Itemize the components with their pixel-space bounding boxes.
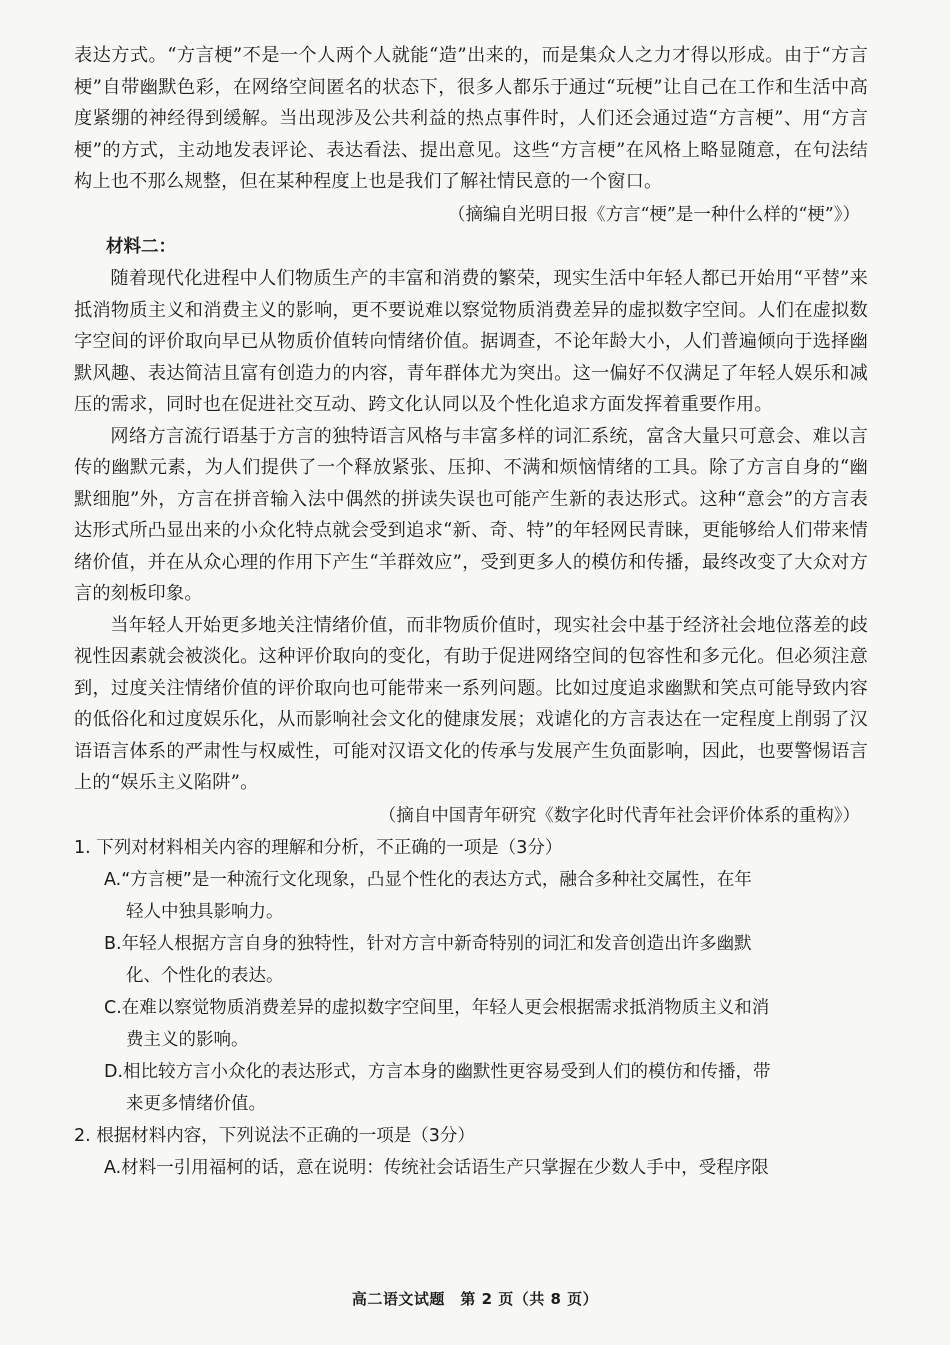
material-two-heading: 材料二： [106, 237, 176, 257]
option-text-continued: 费主义的影响。 [126, 1030, 249, 1050]
option-text-continued: 化、个性化的表达。 [126, 966, 284, 986]
option-letter: C. [104, 998, 122, 1018]
material-one-paragraph: 表达方式。“方言梗”不是一个人两个人就能“造”出来的，而是集众人之力才得以形成。由于“方言梗”自带幽默色彩，在网络空间匿名的状态下，很多人都乐于通过“玩梗”让自己在工作和生活中高度紧绷的神经得到缓解。当出现涉及公共利益的热点事件时，人们还会通过造“方言梗”、用“方言梗”的方式，主动地发表评论、表达看法、提出意见。这些“方言梗”在风格上略显随意，在句法结构上也不那么规整，但在某种程度上也是我们了解社情民意的一个窗口。 [74, 45, 868, 192]
material-two-source: （摘自中国青年研究《数字化时代青年社会评价体系的重构》） [378, 805, 860, 826]
option-letter: D. [104, 1062, 124, 1082]
option-text: 相比较方言小众化的表达形式，方言本身的幽默性更容易受到人们的模仿和传播，带 [123, 1062, 771, 1082]
material-two-paragraph-2: 网络方言流行语基于方言的独特语言风格与丰富多样的词汇系统，富含大量只可意会、难以言传的幽默元素，为人们提供了一个释放紧张、压抑、不满和烦恼情绪的工具。除了方言自身的“幽默细胞”外，方言在拼音输入法中偶然的拼读失误也可能产生新的表达形式。这种“意会”的方言表达形式所凸显出来的小众化特点就会受到追求“新、奇、特”的年轻网民青睐，更能够给人们带来情绪价值，并在从众心理的作用下产生“羊群效应”，受到更多人的模仿和传播，最终改变了大众对方言的刻板印象。 [74, 425, 868, 604]
material-one-source: （摘编自光明日报《方言“梗”是一种什么样的“梗”》） [447, 204, 860, 225]
option-letter: A. [104, 870, 122, 890]
option-text-continued: 轻人中独具影响力。 [126, 902, 284, 922]
question-2-option-a [102, 1152, 868, 1184]
option-letter: A. [104, 1158, 122, 1178]
option-letter: B. [104, 934, 122, 954]
option-text: “方言梗”是一种流行文化现象，凸显个性化的表达方式，融合多种社交属性，在年 [121, 870, 752, 890]
option-text-continued: 来更多情绪价值。 [126, 1094, 266, 1114]
question-2-stem: 2. 根据材料内容，下列说法不正确的一项是（3分） [74, 1126, 475, 1146]
question-1-option-c [102, 992, 868, 1056]
question-1-option-b [102, 928, 868, 992]
option-text: 年轻人根据方言自身的独特性，针对方言中新奇特别的词汇和发音创造出许多幽默 [121, 934, 752, 954]
question-1-option-d [102, 1056, 868, 1120]
option-text: 材料一引用福柯的话，意在说明：传统社会话语生产只掌握在少数人手中，受程序限 [121, 1158, 769, 1178]
material-two-paragraph-3: 当年轻人开始更多地关注情绪价值，而非物质价值时，现实社会中基于经济社会地位落差的歧视性因素就会被淡化。这种评价取向的变化，有助于促进网络空间的包容性和多元化。但必须注意到，过度关注情绪价值的评价取向也可能带来一系列问题。比如过度追求幽默和笑点可能导致内容的低俗化和过度娱乐化，从而影响社会文化的健康发展；戏谑化的方言表达在一定程度上削弱了汉语语言体系的严肃性与权威性，可能对汉语文化的传承与发展产生负面影响，因此，也要警惕语言上的“娱乐主义陷阱”。 [74, 614, 868, 793]
question-1-stem: 1. 下列对材料相关内容的理解和分析，不正确的一项是（3分） [74, 838, 563, 858]
material-two-paragraph-1: 随着现代化进程中人们物质生产的丰富和消费的繁荣，现实生活中年轻人都已开始用“平替”来抵消物质主义和消费主义的影响，更不要说难以察觉物质消费差异的虚拟数字空间。人们在虚拟数字空间的评价取向早已从物质价值转向情绪价值。据调查，不论年龄大小，人们普遍倾向于选择幽默风趣、表达简洁且富有创造力的内容，青年群体尤为突出。这一偏好不仅满足了年轻人娱乐和减压的需求，同时也在促进社交互动、跨文化认同以及个性化追求方面发挥着重要作用。 [74, 268, 868, 415]
option-text: 在难以察觉物质消费差异的虚拟数字空间里，年轻人更会根据需求抵消物质主义和消 [121, 998, 770, 1018]
page-footer: 高二语文试题 第 2 页（共 8 页） [351, 1290, 599, 1308]
question-1-option-a [102, 864, 868, 928]
